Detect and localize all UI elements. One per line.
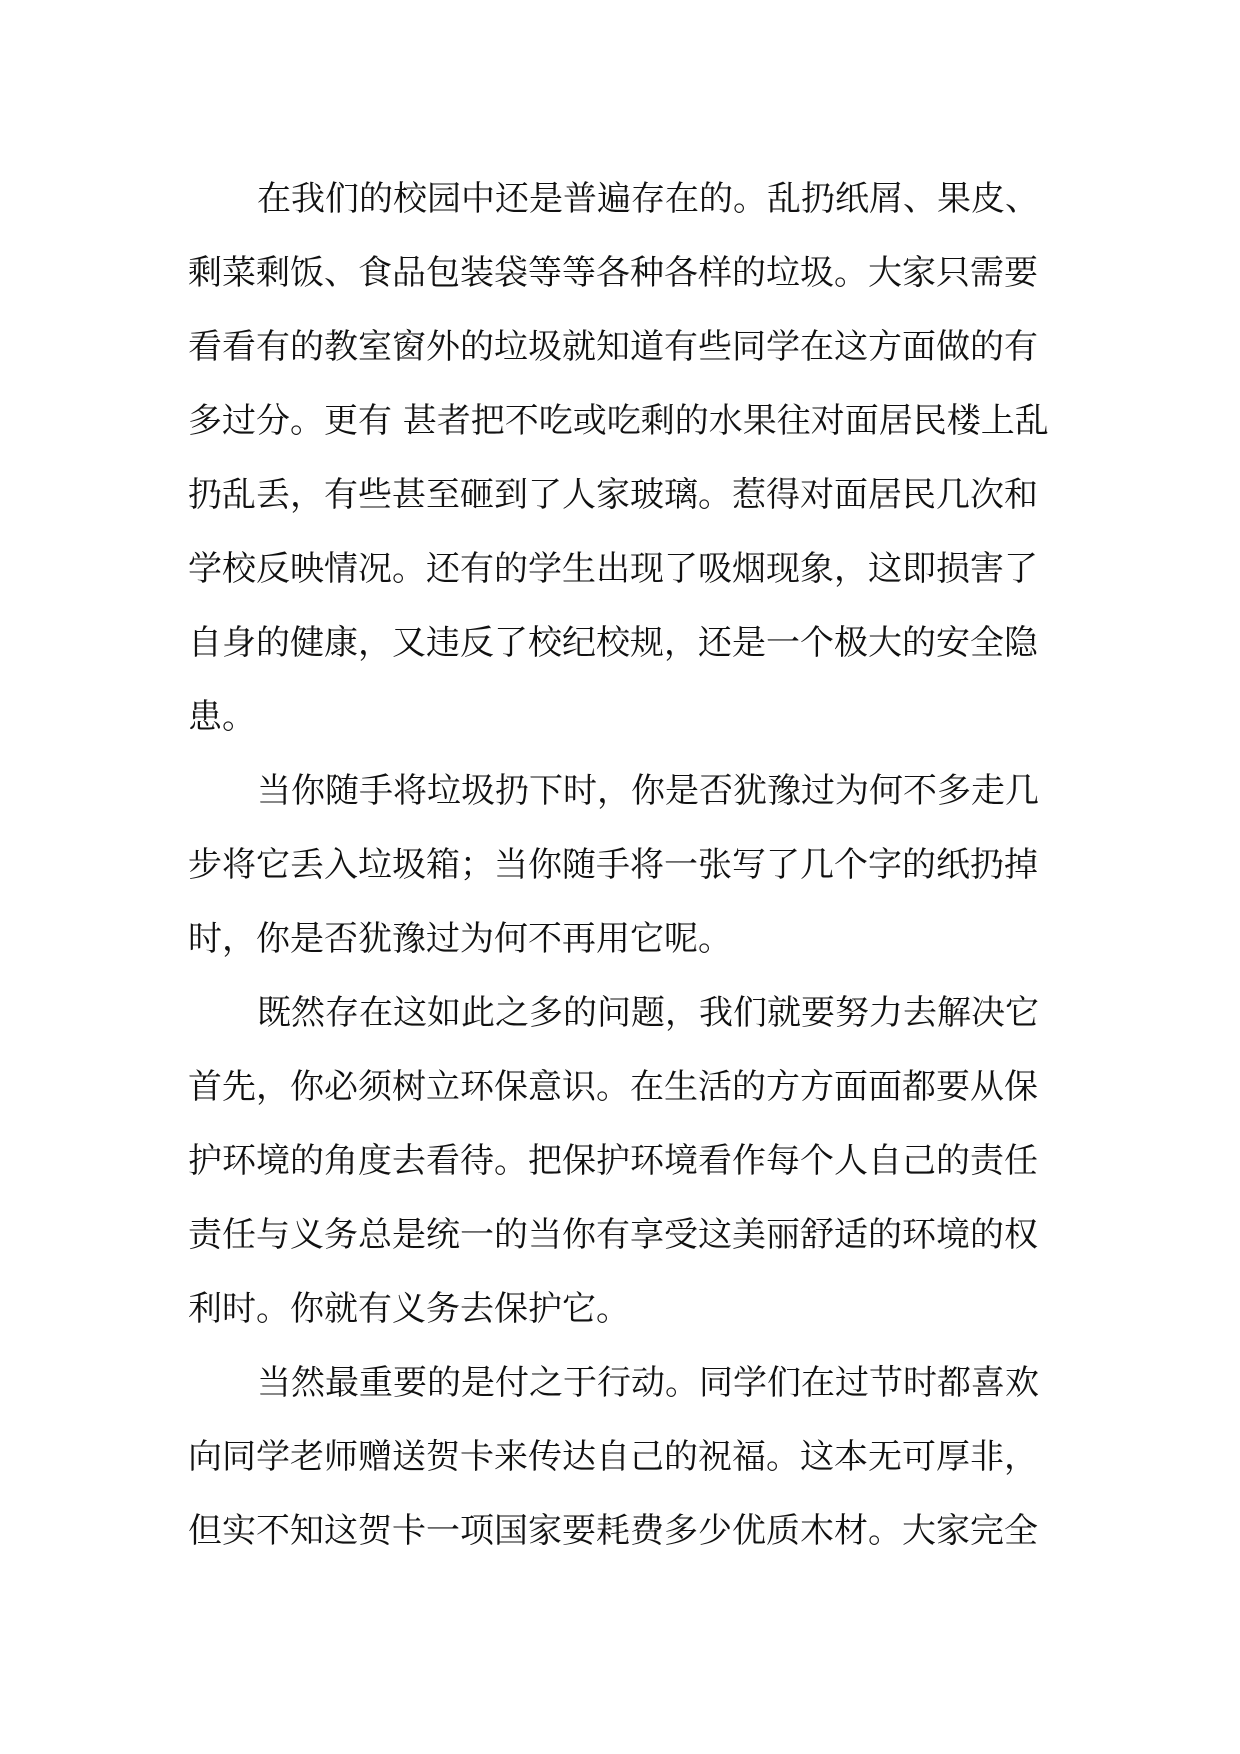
paragraph-3 [188,976,1058,1346]
text-line: 学校反映情况。还有的学生出现了吸烟现象，这即损害了 [188,549,1038,589]
text-line: 扔乱丢，有些甚至砸到了人家玻璃。惹得对面居民几次和 [188,475,1038,515]
text-line: 时，你是否犹豫过为何不再用它呢。 [188,919,732,959]
text-line: 护环境的角度去看待。把保护环境看作每个人自己的责任 [188,1141,1038,1181]
text-line: 责任与义务总是统一的当你有享受这美丽舒适的环境的权 [188,1215,1038,1255]
text-line: 既然存在这如此之多的问题，我们就要努力去解决它 [257,993,1039,1033]
paragraph-4 [188,1346,1058,1568]
text-line: 利时。你就有义务去保护它。 [188,1289,630,1329]
text-line: 多过分。更有 甚者把不吃或吃剩的水果往对面居民楼上乱 [188,401,1049,441]
paragraph-2 [188,754,1058,976]
text-line: 但实不知这贺卡一项国家要耗费多少优质木材。大家完全 [188,1511,1038,1551]
text-line: 患。 [188,697,256,737]
text-line: 首先，你必须树立环保意识。在生活的方方面面都要从保 [188,1067,1038,1107]
text-line: 向同学老师赠送贺卡来传达自己的祝福。这本无可厚非， [188,1437,1038,1477]
text-line: 自身的健康，又违反了校纪校规，还是一个极大的安全隐 [188,623,1038,663]
text-line: 剩菜剩饭、食品包装袋等等各种各样的垃圾。大家只需要 [188,253,1038,293]
text-line: 当你随手将垃圾扔下时，你是否犹豫过为何不多走几 [257,771,1039,811]
paragraph-1 [188,162,1058,754]
text-line: 当然最重要的是付之于行动。同学们在过节时都喜欢 [257,1363,1039,1403]
text-line: 看看有的教室窗外的垃圾就知道有些同学在这方面做的有 [188,327,1038,367]
text-line: 在我们的校园中还是普遍存在的。乱扔纸屑、果皮、 [257,179,1039,219]
text-line: 步将它丢入垃圾箱；当你随手将一张写了几个字的纸扔掉 [188,845,1038,885]
body-text [188,162,1058,1568]
